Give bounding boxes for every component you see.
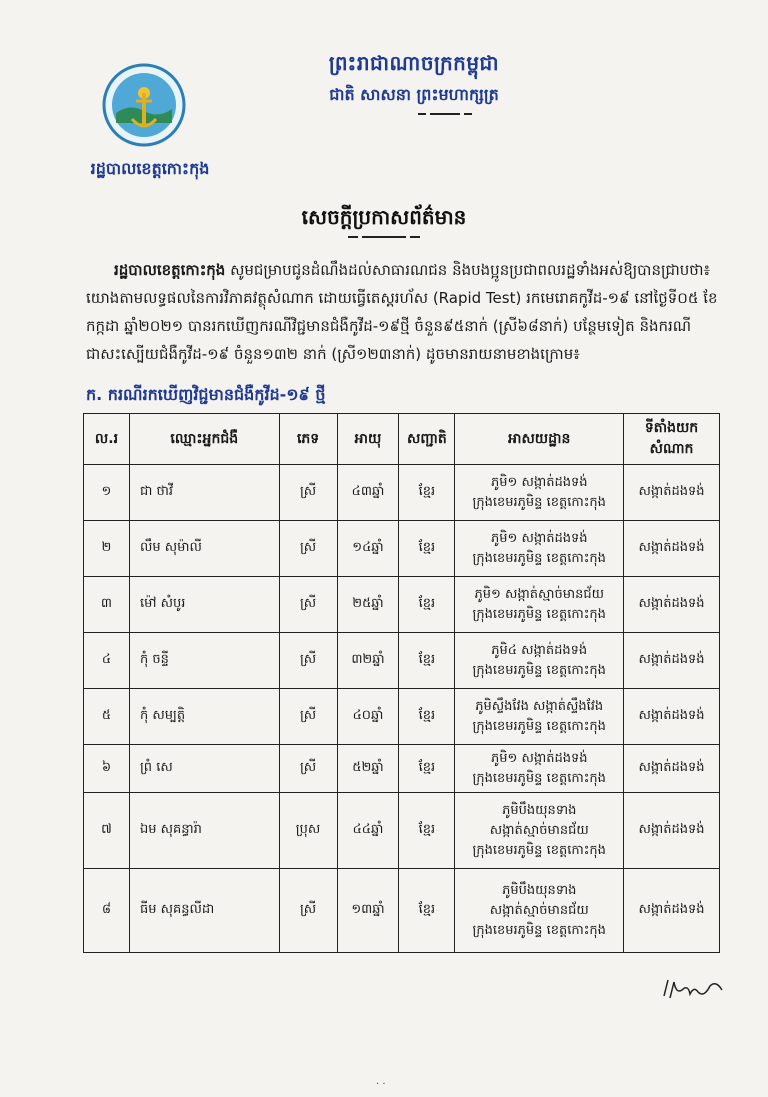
cell-sex: ស្រី — [279, 869, 337, 953]
table-row — [84, 521, 720, 577]
cell-sex: ស្រី — [279, 633, 337, 689]
cell-nationality: ខ្មែរ — [399, 577, 455, 633]
document-title: សេចក្តីប្រកាសព័ត៌មាន — [301, 205, 467, 229]
col-header-nationality: សញ្ជាតិ — [399, 414, 455, 465]
cell-sex: ស្រី — [279, 521, 337, 577]
cell-sex: ស្រី — [279, 577, 337, 633]
cell-sex: ស្រី — [279, 465, 337, 521]
cell-nationality: ខ្មែរ — [399, 633, 455, 689]
table-row — [84, 465, 720, 521]
cell-sex: ប្រុស — [279, 793, 337, 869]
address-line: ក្រុងខេមរភូមិន្ទ ខេត្តកោះកុង — [472, 606, 606, 622]
address-line: ក្រុងខេមរភូមិន្ទ ខេត្តកោះកុង — [472, 718, 606, 734]
cell-sample-site: សង្កាត់ដងទង់ — [624, 689, 720, 745]
cell-sample-site: សង្កាត់ដងទង់ — [624, 521, 720, 577]
table-header-row — [84, 414, 720, 465]
cell-age: ១៣ឆ្នាំ — [337, 869, 399, 953]
cell-sex: ស្រី — [279, 689, 337, 745]
cell-no: ២ — [84, 521, 130, 577]
table-row — [84, 745, 720, 793]
cell-no: ៦ — [84, 745, 130, 793]
table-row — [84, 577, 720, 633]
cell-no: ១ — [84, 465, 130, 521]
header-ornament — [430, 113, 460, 115]
cell-age: ៤០ឆ្នាំ — [337, 689, 399, 745]
cell-nationality: ខ្មែរ — [399, 745, 455, 793]
cell-nationality: ខ្មែរ — [399, 689, 455, 745]
address-line: ក្រុងខេមរភូមិន្ទ ខេត្តកោះកុង — [472, 770, 606, 786]
address-line: ភូមិ១ សង្កាត់ស្មាច់មានជ័យ — [474, 586, 604, 602]
cell-nationality: ខ្មែរ — [399, 465, 455, 521]
cell-nationality: ខ្មែរ — [399, 869, 455, 953]
cell-no: ៨ — [84, 869, 130, 953]
cell-sex: ស្រី — [279, 745, 337, 793]
address-line: ភូមិ១ សង្កាត់ដងទង់ — [490, 750, 588, 766]
cell-address — [455, 633, 624, 689]
col-header-address: អាសយដ្ឋាន — [455, 414, 624, 465]
paragraph-text: សូមជម្រាបជូនដំណឹងដល់សាធារណជន និងបងប្អូនប្រជាពលរដ្ឋទាំងអស់ឱ្យបានជ្រាបថា៖ យោងតាមលទ្ធផលនៃការវិភាគវត្ថុសំណាក ដោយធ្វើតេស្តរហ័ស (Rapid Test) រកមេរោគកូវីដ-១៩ នៅថ្ងៃទី០៥ ខែកក្កដា ឆ្នាំ២០២១ បានរកឃើញករណីវិជ្ជមានជំងឺកូវីដ-១៩ថ្មី ចំនួន៩៥នាក់ (ស្រី៦៨នាក់) បន្ថែមទៀត និងករណីជាសះស្បើយជំងឺកូវីដ-១៩ ចំនួន១៣២ នាក់ (ស្រី១២៣នាក់) ដូចមានរាយនាមខាងក្រោម៖ — [86, 261, 718, 363]
cell-no: ៧ — [84, 793, 130, 869]
address-line: ភូមិ១ សង្កាត់ដងទង់ — [490, 530, 588, 546]
address-line: ភូមិស្ទឹងវែង សង្កាត់ស្ទឹងវែង — [475, 698, 604, 714]
cell-name: កុំ ចន្ទី — [129, 633, 279, 689]
title-ornament — [362, 236, 406, 238]
section-title: ក. ករណីរកឃើញវិជ្ជមានជំងឺកូវីដ-១៩ ថ្មី — [86, 385, 326, 404]
address-line: ក្រុងខេមរភូមិន្ទ ខេត្តកោះកុង — [472, 662, 606, 678]
signature-mark — [660, 972, 730, 1006]
cell-no: ៥ — [84, 689, 130, 745]
col-header-sample-site: ទីតាំងយកសំណាក — [624, 414, 720, 465]
cell-address — [455, 465, 624, 521]
table-row — [84, 869, 720, 953]
address-line: សង្កាត់ស្មាច់មានជ័យ — [489, 822, 589, 838]
col-header-no: ល.រ — [84, 414, 130, 465]
address-line: ក្រុងខេមរភូមិន្ទ ខេត្តកោះកុង — [472, 922, 606, 938]
cell-sample-site: សង្កាត់ដងទង់ — [624, 745, 720, 793]
cell-address — [455, 577, 624, 633]
cell-age: ៤៣ឆ្នាំ — [337, 465, 399, 521]
paragraph-lead: រដ្ឋបាលខេត្តកោះកុង — [114, 261, 226, 279]
cell-address — [455, 793, 624, 869]
table-row — [84, 633, 720, 689]
cell-age: ៤៤ឆ្នាំ — [337, 793, 399, 869]
col-header-age: អាយុ — [337, 414, 399, 465]
cell-name: កុំ សម្បត្តិ — [129, 689, 279, 745]
table-row — [84, 689, 720, 745]
page-footer-mark: . . — [376, 1076, 386, 1087]
col-header-name: ឈ្មោះអ្នកជំងឺ — [129, 414, 279, 465]
address-line: ភូមិ៤ សង្កាត់ដងទង់ — [491, 642, 588, 658]
address-line: ភូមិ១ សង្កាត់ដងទង់ — [490, 474, 588, 490]
cell-age: ៥២ឆ្នាំ — [337, 745, 399, 793]
cell-age: ៣២ឆ្នាំ — [337, 633, 399, 689]
address-line: ភូមិបឹងយុនទាង — [502, 802, 577, 818]
table-row — [84, 793, 720, 869]
address-line: ភូមិបឹងយុនទាង — [502, 882, 577, 898]
address-line: ក្រុងខេមរភូមិន្ទ ខេត្តកោះកុង — [472, 494, 606, 510]
cell-name: ម៉ៅ សំបូរ — [129, 577, 279, 633]
cell-nationality: ខ្មែរ — [399, 793, 455, 869]
cell-sample-site: សង្កាត់ដងទង់ — [624, 577, 720, 633]
cell-name: ជា ថាវី — [129, 465, 279, 521]
national-motto: ជាតិ សាសនា ព្រះមហាក្សត្រ — [329, 85, 499, 104]
kingdom-heading: ព្រះរាជាណាចក្រកម្ពុជា — [328, 51, 500, 75]
announcement-paragraph — [86, 256, 722, 368]
cell-age: ១៤ឆ្នាំ — [337, 521, 399, 577]
cell-sample-site: សង្កាត់ដងទង់ — [624, 633, 720, 689]
cell-age: ២៥ឆ្នាំ — [337, 577, 399, 633]
cases-table — [83, 413, 720, 953]
cell-name: ឯម សុគន្ធារ៉ា — [129, 793, 279, 869]
cell-nationality: ខ្មែរ — [399, 521, 455, 577]
cell-address — [455, 521, 624, 577]
cell-name: ព្រំ សេ — [129, 745, 279, 793]
cell-sample-site: សង្កាត់ដងទង់ — [624, 869, 720, 953]
cell-no: ៤ — [84, 633, 130, 689]
cell-address — [455, 745, 624, 793]
cell-sample-site: សង្កាត់ដងទង់ — [624, 465, 720, 521]
address-line: ក្រុងខេមរភូមិន្ទ ខេត្តកោះកុង — [472, 550, 606, 566]
col-header-sex: ភេទ — [279, 414, 337, 465]
address-line: សង្កាត់ស្មាច់មានជ័យ — [489, 902, 589, 918]
cell-address — [455, 869, 624, 953]
issuing-authority: រដ្ឋបាលខេត្តកោះកុង — [90, 159, 210, 178]
cell-address — [455, 689, 624, 745]
cell-no: ៣ — [84, 577, 130, 633]
cell-sample-site: សង្កាត់ដងទង់ — [624, 793, 720, 869]
address-line: ក្រុងខេមរភូមិន្ទ ខេត្តកោះកុង — [472, 842, 606, 858]
cell-name: ធីម សុគន្ធលីដា — [129, 869, 279, 953]
cell-name: លឹម សុម៉ាលី — [129, 521, 279, 577]
